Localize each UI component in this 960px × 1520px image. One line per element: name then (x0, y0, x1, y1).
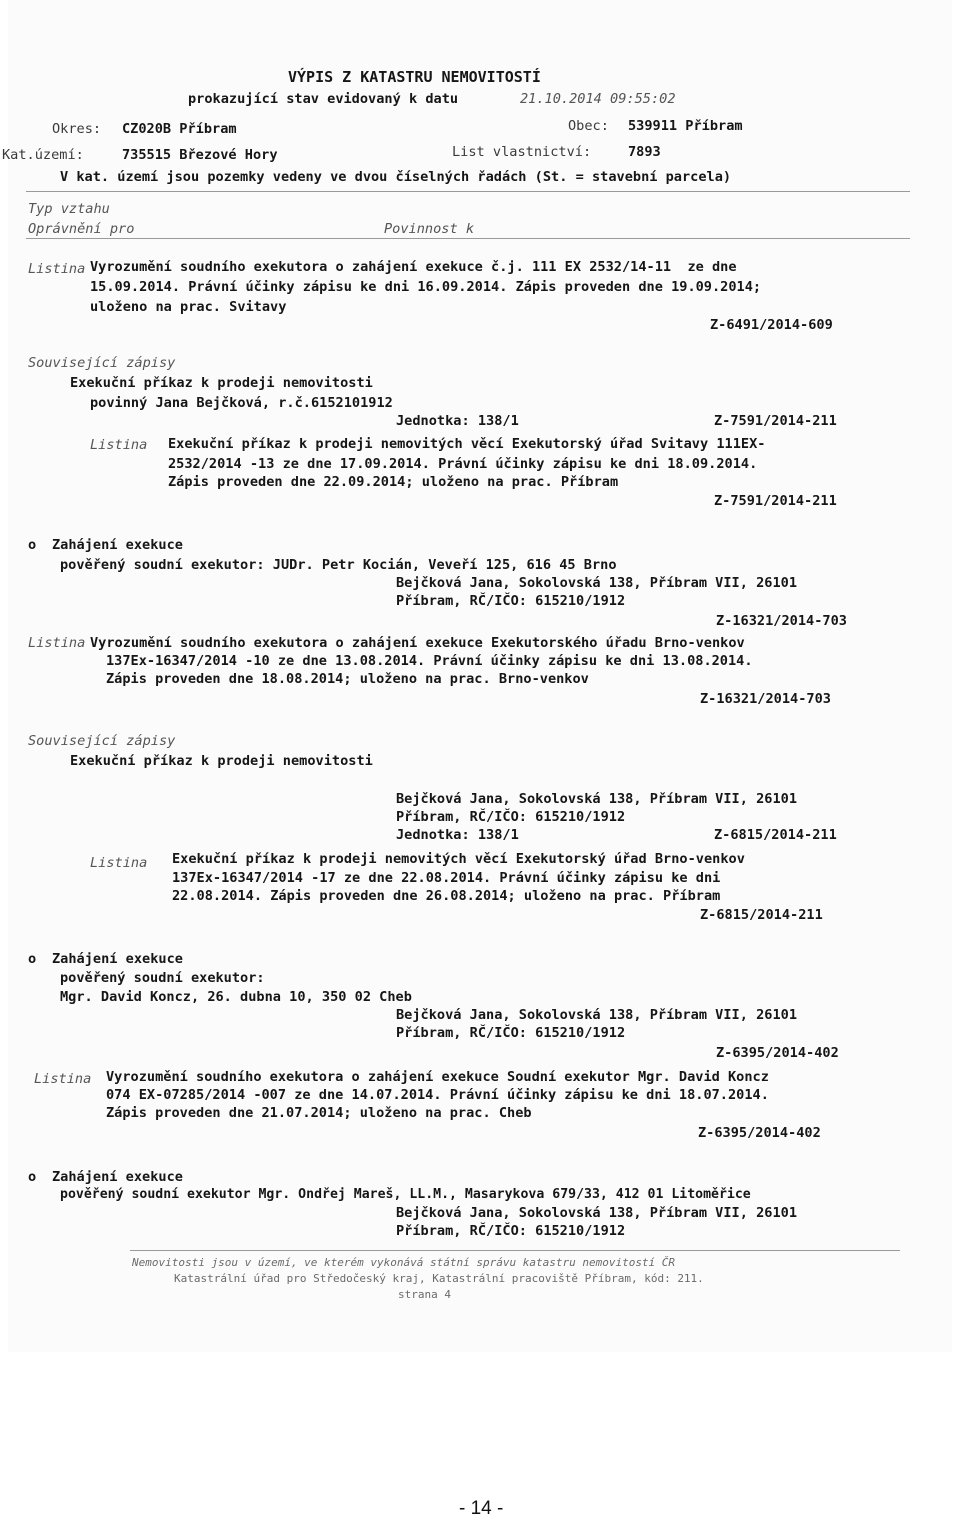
list-label: List vlastnictví: (452, 144, 592, 160)
owner-ref: Z-6395/2014-402 (716, 1045, 839, 1061)
owner-line: Příbram, RČ/IČO: 615210/1912 (396, 809, 626, 825)
owner-line: Bejčková Jana, Sokolovská 138, Příbram VII, 26101 (396, 1205, 798, 1221)
footer-page: strana 4 (398, 1288, 451, 1301)
souvisejici-item: Exekuční příkaz k prodeji nemovitosti (70, 375, 373, 391)
listina-text: Exekuční příkaz k prodeji nemovitých věcí Exekutorský úřad Svitavy 111EX- (168, 436, 766, 452)
listina-text: Zápis proveden dne 21.07.2014; uloženo na prac. Cheb (106, 1105, 532, 1121)
povinny-text: povinný Jana Bejčková, r.č.6152101912 (90, 395, 393, 411)
owner-ref: Z-16321/2014-703 (716, 613, 847, 629)
listina-ref: Z-6395/2014-402 (698, 1125, 821, 1141)
listina-text: 074 EX-07285/2014 -007 ze dne 14.07.2014. Právní účinky zápisu ke dni 18.07.2014. (106, 1087, 769, 1103)
obec-value: 539911 Příbram (628, 118, 743, 134)
document-title: VÝPIS Z KATASTRU NEMOVITOSTÍ (288, 68, 541, 86)
listina-label: Listina (90, 437, 148, 453)
jednotka-ref: Z-7591/2014-211 (714, 413, 837, 429)
listina-text: Zápis proveden dne 22.09.2014; uloženo na prac. Příbram (168, 474, 619, 490)
listina-text: Vyrozumění soudního exekutora o zahájení exekuce Soudní exekutor Mgr. David Koncz (106, 1069, 769, 1085)
scanned-page (2, 0, 952, 1352)
owner-line: Bejčková Jana, Sokolovská 138, Příbram VII, 26101 (396, 575, 798, 591)
listina-label: Listina (90, 855, 148, 871)
owner-line: Bejčková Jana, Sokolovská 138, Příbram VII, 26101 (396, 1007, 798, 1023)
souvisejici-zapisy-label: Související zápisy (28, 733, 176, 749)
listina-ref: Z-16321/2014-703 (700, 691, 831, 707)
listina-text: Vyrozumění soudního exekutora o zahájení exekuce č.j. 111 EX 2532/14-11 ze dne (90, 259, 737, 275)
okres-value: CZ020B Příbram (122, 121, 237, 137)
listina-text: 137Ex-16347/2014 -17 ze dne 22.08.2014. Právní účinky zápisu ke dni (172, 870, 721, 886)
jednotka-ref: Z-6815/2014-211 (714, 827, 837, 843)
obec-label: Obec: (568, 118, 609, 134)
document-subtitle: prokazující stav evidovaný k datu (188, 91, 459, 107)
owner-line: Příbram, RČ/IČO: 615210/1912 (396, 593, 626, 609)
poverny-exekutor: pověřený soudní exekutor: JUDr. Petr Kocián, Veveří 125, 616 45 Brno (60, 557, 617, 573)
column-povinnost: Povinnost k (384, 221, 475, 237)
okres-label: Okres: (52, 121, 102, 137)
footer-line: Nemovitosti jsou v území, ve kterém vykonává státní správu katastru nemovitostí ČR (132, 1256, 676, 1269)
listina-text: Zápis proveden dne 18.08.2014; uloženo na prac. Brno-venkov (106, 671, 589, 687)
listina-ref: Z-6491/2014-609 (710, 317, 833, 333)
column-typ-vztahu: Typ vztahu (28, 201, 110, 217)
zahajeni-title: Zahájení exekuce (52, 951, 183, 967)
columns-divider (26, 238, 910, 239)
header-divider (26, 191, 910, 192)
jednotka-text: Jednotka: 138/1 (396, 827, 519, 843)
footer-line: Katastrální úřad pro Středočeský kraj, Katastrální pracoviště Příbram, kód: 211. (174, 1272, 704, 1285)
list-value: 7893 (628, 144, 661, 160)
listina-label: Listina (28, 261, 86, 277)
owner-line: Bejčková Jana, Sokolovská 138, Příbram VII, 26101 (396, 791, 798, 807)
listina-label: Listina (28, 635, 86, 651)
katuzemi-label: Kat.území: (2, 147, 84, 163)
jednotka-text: Jednotka: 138/1 (396, 413, 519, 429)
bullet-marker: o (28, 951, 37, 967)
listina-text: Vyrozumění soudního exekutora o zahájení exekuce Exekutorského úřadu Brno-venkov (90, 635, 745, 651)
listina-text: 15.09.2014. Právní účinky zápisu ke dni 16.09.2014. Zápis proveden dne 19.09.2014; (90, 279, 762, 295)
document-date: 21.10.2014 09:55:02 (520, 91, 676, 107)
header-note: V kat. území jsou pozemky vedeny ve dvou číselných řadách (St. = stavební parcela) (60, 169, 732, 185)
zahajeni-title: Zahájení exekuce (52, 1169, 183, 1185)
listina-text: uloženo na prac. Svitavy (90, 299, 287, 315)
souvisejici-zapisy-label: Související zápisy (28, 355, 176, 371)
listina-ref: Z-7591/2014-211 (714, 493, 837, 509)
souvisejici-item: Exekuční příkaz k prodeji nemovitosti (70, 753, 373, 769)
katuzemi-value: 735515 Březové Hory (122, 147, 278, 163)
listina-label: Listina (34, 1071, 92, 1087)
owner-line: Příbram, RČ/IČO: 615210/1912 (396, 1025, 626, 1041)
column-opravneni: Oprávnění pro (28, 221, 135, 237)
zahajeni-title: Zahájení exekuce (52, 537, 183, 553)
bullet-marker: o (28, 537, 37, 553)
listina-text: Exekuční příkaz k prodeji nemovitých věcí Exekutorský úřad Brno-venkov (172, 851, 745, 867)
listina-text: 137Ex-16347/2014 -10 ze dne 13.08.2014. Právní účinky zápisu ke dni 13.08.2014. (106, 653, 753, 669)
listina-text: 2532/2014 -13 ze dne 17.09.2014. Právní účinky zápisu ke dni 18.09.2014. (168, 456, 758, 472)
bullet-marker: o (28, 1169, 37, 1185)
listina-ref: Z-6815/2014-211 (700, 907, 823, 923)
page-number: - 14 - (459, 1498, 504, 1519)
poverny-exekutor: pověřený soudní exekutor: (60, 970, 265, 986)
exekutor-address: Mgr. David Koncz, 26. dubna 10, 350 02 Cheb (60, 989, 412, 1005)
owner-line: Příbram, RČ/IČO: 615210/1912 (396, 1223, 626, 1239)
listina-text: 22.08.2014. Zápis proveden dne 26.08.2014; uloženo na prac. Příbram (172, 888, 721, 904)
footer-divider (130, 1250, 900, 1251)
poverny-exekutor: pověřený soudní exekutor Mgr. Ondřej Mareš, LL.M., Masarykova 679/33, 412 01 Litoměřice (60, 1187, 751, 1202)
